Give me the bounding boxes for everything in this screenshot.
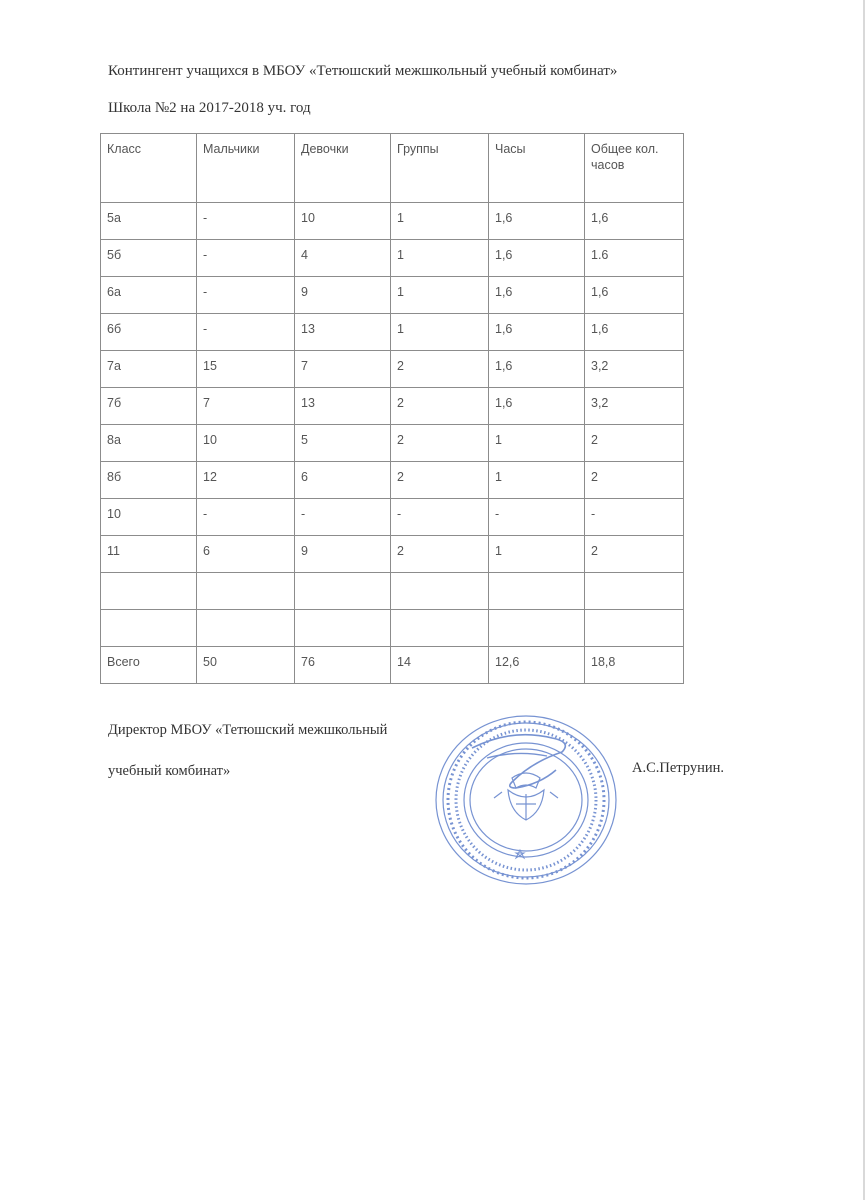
document-subtitle: Школа №2 на 2017-2018 уч. год bbox=[108, 100, 311, 116]
cell-boys: 50 bbox=[197, 647, 295, 684]
cell-girls bbox=[295, 573, 391, 610]
cell-hours: 1,6 bbox=[489, 388, 585, 425]
table-row bbox=[101, 610, 684, 647]
cell-groups: - bbox=[391, 499, 489, 536]
cell-girls: 13 bbox=[295, 314, 391, 351]
cell-total-hours: 3,2 bbox=[585, 351, 684, 388]
table-row bbox=[101, 536, 684, 573]
cell-groups: 1 bbox=[391, 277, 489, 314]
cell-girls: 9 bbox=[295, 536, 391, 573]
cell-girls: 13 bbox=[295, 388, 391, 425]
cell-hours: 1,6 bbox=[489, 351, 585, 388]
table-row bbox=[101, 499, 684, 536]
cell-class: 6а bbox=[101, 277, 197, 314]
cell-hours: 1 bbox=[489, 462, 585, 499]
cell-total-hours bbox=[585, 610, 684, 647]
header-total-hours: Общее кол. часов bbox=[585, 134, 684, 203]
cell-groups: 1 bbox=[391, 314, 489, 351]
cell-groups: 14 bbox=[391, 647, 489, 684]
cell-hours: 1,6 bbox=[489, 240, 585, 277]
cell-class: 5б bbox=[101, 240, 197, 277]
cell-hours: 1,6 bbox=[489, 314, 585, 351]
cell-girls: - bbox=[295, 499, 391, 536]
cell-groups: 2 bbox=[391, 388, 489, 425]
cell-class: 7а bbox=[101, 351, 197, 388]
table-row bbox=[101, 240, 684, 277]
cell-girls: 7 bbox=[295, 351, 391, 388]
director-title-line1: Директор МБОУ «Тетюшский межшкольный bbox=[108, 722, 388, 738]
header-girls: Девочки bbox=[295, 134, 391, 203]
cell-total-hours: - bbox=[585, 499, 684, 536]
cell-girls: 10 bbox=[295, 203, 391, 240]
table-row bbox=[101, 277, 684, 314]
cell-boys bbox=[197, 610, 295, 647]
document-title: Контингент учащихся в МБОУ «Тетюшский межшкольный учебный комбинат» bbox=[108, 63, 618, 79]
cell-class: Всего bbox=[101, 647, 197, 684]
cell-boys: - bbox=[197, 499, 295, 536]
cell-class bbox=[101, 610, 197, 647]
cell-total-hours: 3,2 bbox=[585, 388, 684, 425]
table-row bbox=[101, 388, 684, 425]
cell-girls: 9 bbox=[295, 277, 391, 314]
header-class: Класс bbox=[101, 134, 197, 203]
cell-hours bbox=[489, 573, 585, 610]
cell-hours: - bbox=[489, 499, 585, 536]
cell-total-hours: 2 bbox=[585, 425, 684, 462]
cell-groups: 2 bbox=[391, 425, 489, 462]
cell-groups: 1 bbox=[391, 240, 489, 277]
cell-boys: - bbox=[197, 314, 295, 351]
cell-groups: 2 bbox=[391, 536, 489, 573]
cell-class: 8б bbox=[101, 462, 197, 499]
cell-hours: 1 bbox=[489, 425, 585, 462]
enrollment-table bbox=[100, 133, 684, 684]
cell-total-hours: 1,6 bbox=[585, 314, 684, 351]
cell-boys: 7 bbox=[197, 388, 295, 425]
cell-hours: 1,6 bbox=[489, 203, 585, 240]
cell-girls bbox=[295, 610, 391, 647]
cell-hours bbox=[489, 610, 585, 647]
table-total-row bbox=[101, 647, 684, 684]
official-stamp-icon bbox=[432, 708, 620, 888]
cell-boys: 15 bbox=[197, 351, 295, 388]
cell-groups bbox=[391, 573, 489, 610]
cell-boys: 10 bbox=[197, 425, 295, 462]
cell-hours: 12,6 bbox=[489, 647, 585, 684]
cell-boys: - bbox=[197, 277, 295, 314]
cell-class: 7б bbox=[101, 388, 197, 425]
cell-total-hours: 1.6 bbox=[585, 240, 684, 277]
cell-total-hours bbox=[585, 573, 684, 610]
cell-class bbox=[101, 573, 197, 610]
cell-class: 5а bbox=[101, 203, 197, 240]
cell-hours: 1,6 bbox=[489, 277, 585, 314]
cell-boys bbox=[197, 573, 295, 610]
cell-boys: - bbox=[197, 203, 295, 240]
table-row bbox=[101, 203, 684, 240]
cell-girls: 6 bbox=[295, 462, 391, 499]
table-row bbox=[101, 462, 684, 499]
cell-groups: 2 bbox=[391, 462, 489, 499]
cell-groups bbox=[391, 610, 489, 647]
cell-class: 10 bbox=[101, 499, 197, 536]
cell-girls: 4 bbox=[295, 240, 391, 277]
header-boys: Мальчики bbox=[197, 134, 295, 203]
cell-hours: 1 bbox=[489, 536, 585, 573]
cell-boys: - bbox=[197, 240, 295, 277]
cell-class: 8а bbox=[101, 425, 197, 462]
cell-total-hours: 1,6 bbox=[585, 203, 684, 240]
director-title-line2: учебный комбинат» bbox=[108, 763, 231, 779]
cell-class: 6б bbox=[101, 314, 197, 351]
cell-total-hours: 1,6 bbox=[585, 277, 684, 314]
table-row bbox=[101, 314, 684, 351]
cell-boys: 6 bbox=[197, 536, 295, 573]
table-header-row bbox=[101, 134, 684, 203]
header-hours: Часы bbox=[489, 134, 585, 203]
cell-girls: 5 bbox=[295, 425, 391, 462]
cell-groups: 2 bbox=[391, 351, 489, 388]
cell-boys: 12 bbox=[197, 462, 295, 499]
cell-groups: 1 bbox=[391, 203, 489, 240]
cell-total-hours: 18,8 bbox=[585, 647, 684, 684]
cell-total-hours: 2 bbox=[585, 462, 684, 499]
cell-girls: 76 bbox=[295, 647, 391, 684]
table-row bbox=[101, 425, 684, 462]
cell-total-hours: 2 bbox=[585, 536, 684, 573]
cell-class: 11 bbox=[101, 536, 197, 573]
signer-name: А.С.Петрунин. bbox=[632, 760, 725, 776]
table-row bbox=[101, 351, 684, 388]
header-groups: Группы bbox=[391, 134, 489, 203]
table-row bbox=[101, 573, 684, 610]
